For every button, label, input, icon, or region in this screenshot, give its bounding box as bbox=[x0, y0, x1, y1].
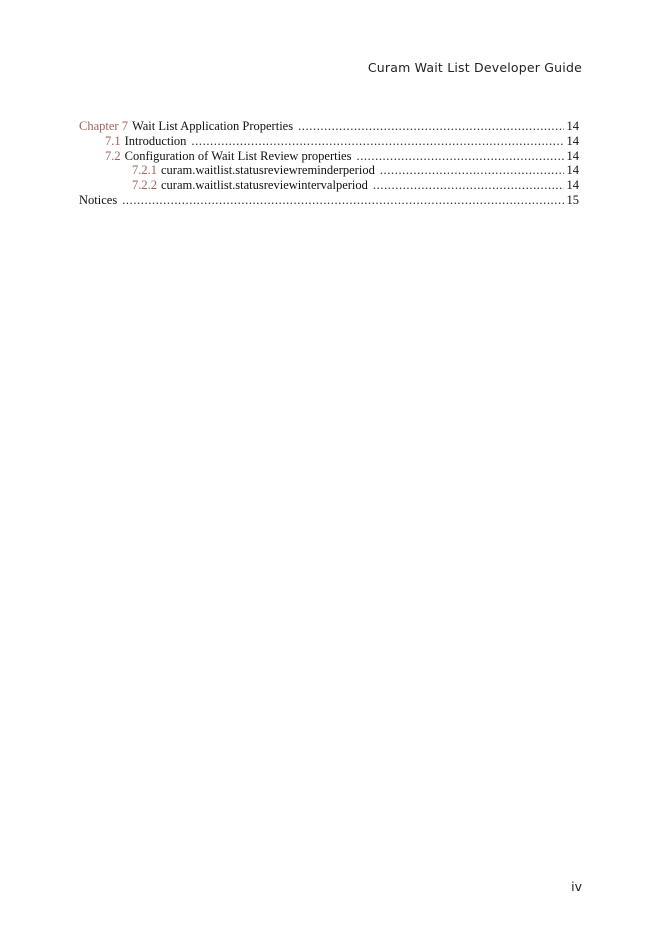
toc-entry-number: 7.2 bbox=[105, 148, 121, 163]
document-title: Curam Wait List Developer Guide bbox=[367, 60, 582, 75]
dot-leader bbox=[191, 134, 563, 149]
running-header bbox=[368, 60, 582, 75]
toc-entry-number: 7.2.2 bbox=[132, 178, 157, 193]
table-of-contents bbox=[79, 119, 579, 208]
dot-leader bbox=[122, 193, 563, 208]
dot-leader bbox=[380, 163, 564, 178]
toc-entry-title: Introduction bbox=[124, 133, 187, 148]
toc-entry-notices[interactable] bbox=[79, 193, 579, 208]
toc-entry-7-2-1[interactable] bbox=[79, 163, 579, 178]
toc-entry-title: Notices bbox=[79, 192, 118, 207]
dot-leader bbox=[373, 178, 564, 193]
toc-entry-number: 7.2.1 bbox=[132, 163, 157, 178]
toc-entry-chapter-7[interactable] bbox=[79, 119, 579, 134]
toc-entry-page: 14 bbox=[566, 119, 579, 133]
toc-entry-7-2[interactable] bbox=[79, 149, 579, 164]
toc-entry-title: curam.waitlist.statusreviewintervalperiod bbox=[161, 178, 368, 193]
dot-leader bbox=[298, 119, 563, 134]
toc-entry-number: Chapter 7 bbox=[79, 119, 128, 133]
toc-entry-title: Wait List Application Properties bbox=[131, 119, 294, 133]
toc-entry-page: 14 bbox=[566, 178, 579, 193]
toc-entry-page: 15 bbox=[566, 192, 579, 207]
toc-entry-page: 14 bbox=[566, 133, 579, 148]
page-number-text: iv bbox=[571, 879, 582, 894]
toc-entry-7-2-2[interactable] bbox=[79, 178, 579, 193]
page-number bbox=[571, 879, 582, 894]
toc-entry-page: 14 bbox=[566, 163, 579, 178]
toc-entry-page: 14 bbox=[566, 148, 579, 163]
toc-entry-number: 7.1 bbox=[105, 133, 121, 148]
toc-entry-7-1[interactable] bbox=[79, 134, 579, 149]
toc-entry-title: curam.waitlist.statusreviewreminderperiod bbox=[161, 163, 375, 178]
dot-leader bbox=[356, 149, 563, 164]
toc-entry-title: Configuration of Wait List Review properties bbox=[124, 148, 352, 163]
